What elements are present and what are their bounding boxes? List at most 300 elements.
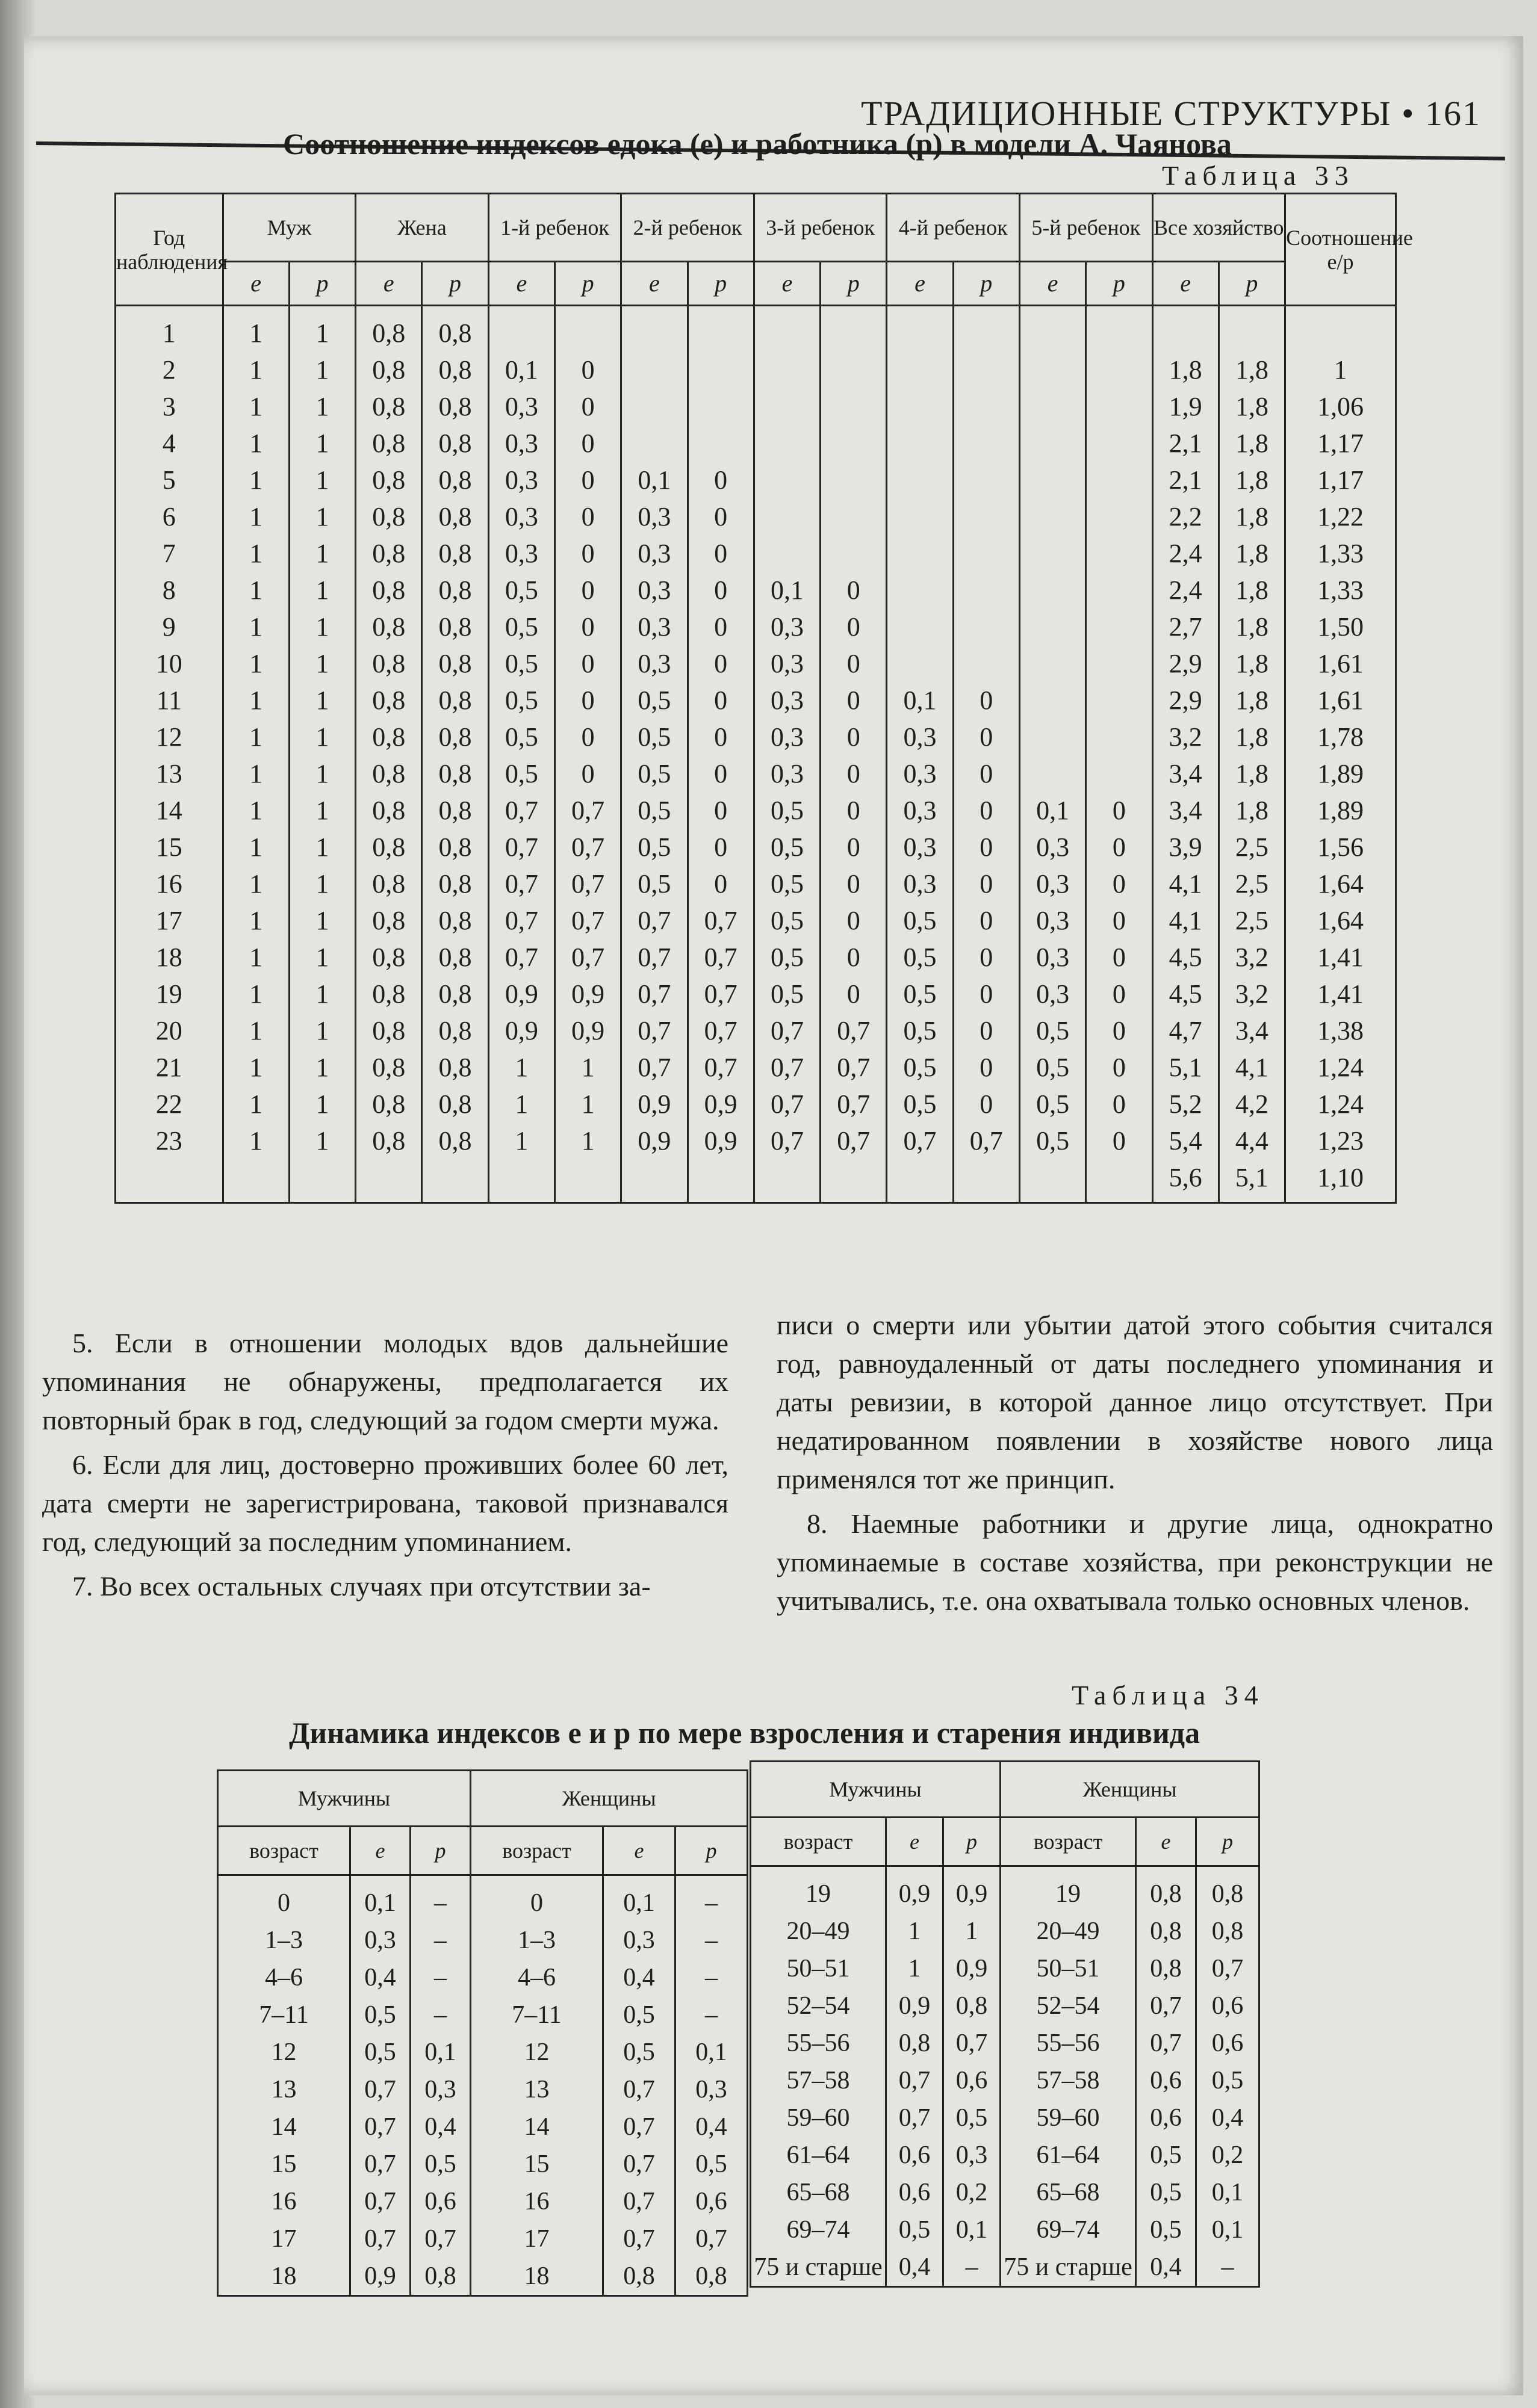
p-subheader: p [1219, 262, 1285, 306]
table-cell: 1 [289, 1012, 355, 1049]
table-cell: 1,8 [1219, 645, 1285, 682]
table-cell: 0,4 [411, 2108, 471, 2146]
table-cell: 0,8 [356, 939, 422, 976]
table-cell: 1 [223, 645, 289, 682]
age-header: возраст [471, 1827, 603, 1875]
table-row [751, 1950, 1259, 1987]
col-child5-header: 5-й ребенок [1019, 194, 1152, 262]
table-cell: 50–51 [1001, 1950, 1136, 1987]
table-cell: 13 [116, 755, 223, 792]
table-cell: 0,8 [356, 829, 422, 865]
table-cell: – [411, 1875, 471, 1922]
table-cell: 0,8 [356, 1086, 422, 1122]
table-cell: 14 [218, 2108, 350, 2146]
table-cell: 9 [116, 608, 223, 645]
table-cell: 0,8 [603, 2258, 675, 2296]
table-cell: 0,8 [356, 306, 422, 352]
table-cell: 0,7 [1196, 1950, 1259, 1987]
table-cell: 1 [223, 1012, 289, 1049]
table-cell: 0,4 [886, 2249, 943, 2287]
table-cell: 4,4 [1219, 1122, 1285, 1159]
table-cell: 0,8 [356, 902, 422, 939]
table-cell: 0,5 [754, 865, 820, 902]
table-cell: 1,50 [1285, 608, 1396, 645]
table-cell: 0,7 [603, 2220, 675, 2258]
table-cell: 0,8 [411, 2258, 471, 2296]
table-row [116, 719, 1396, 755]
table-cell: 0,8 [422, 498, 488, 535]
table-cell: 0,9 [943, 1866, 1001, 1913]
table-cell [1019, 645, 1085, 682]
table-cell: 20 [116, 1012, 223, 1049]
table-cell: 0 [953, 682, 1019, 719]
table-cell: 1,8 [1219, 425, 1285, 462]
table-cell: 15 [218, 2146, 350, 2183]
table-cell: 0 [471, 1875, 603, 1922]
table-cell: 15 [116, 829, 223, 865]
e-header: e [603, 1827, 675, 1875]
table-cell: 11 [116, 682, 223, 719]
table-cell [1019, 719, 1085, 755]
table-cell: 0 [1086, 1049, 1152, 1086]
table-row [218, 2146, 748, 2183]
table-cell: 0,7 [953, 1122, 1019, 1159]
table-cell: 0,1 [411, 2034, 471, 2071]
e-subheader: e [1152, 262, 1219, 306]
table-cell: 1 [289, 535, 355, 572]
table-cell: 0,3 [887, 829, 953, 865]
table-cell: 0,8 [422, 388, 488, 425]
table-cell: 0 [821, 902, 887, 939]
table-cell [754, 535, 820, 572]
paragraph-5: 5. Если в отношении молодых вдов дальнейшие упоминания не обнаружены, предполагается их повторный брак в год, следующий за годом смерти мужа. [42, 1328, 728, 1435]
table-cell: 1 [289, 462, 355, 498]
table-cell: 0 [554, 462, 621, 498]
table-cell [488, 306, 554, 352]
table-cell [621, 306, 688, 352]
table-cell: 0,6 [1136, 2099, 1196, 2137]
table-cell [821, 462, 887, 498]
table-cell: 0,8 [1136, 1866, 1196, 1913]
table-cell: 23 [116, 1122, 223, 1159]
table-cell [1086, 1159, 1152, 1203]
table-cell: 1,8 [1219, 462, 1285, 498]
table34-right [750, 1760, 1260, 2288]
table-cell: 0,3 [887, 865, 953, 902]
table-cell: 0 [688, 755, 754, 792]
table-cell: 0,7 [488, 939, 554, 976]
table-cell: 1 [289, 1122, 355, 1159]
table-cell: 1,9 [1152, 388, 1219, 425]
table-row [116, 1086, 1396, 1122]
table-cell: 3,4 [1152, 792, 1219, 829]
table-cell: 0,1 [621, 462, 688, 498]
table-cell: 0,8 [356, 682, 422, 719]
table-cell: 0 [953, 792, 1019, 829]
table-cell: 0,8 [422, 976, 488, 1012]
table-cell: 1 [223, 939, 289, 976]
table-cell: 0,8 [422, 462, 488, 498]
table-cell [953, 572, 1019, 608]
col-child3-header: 3-й ребенок [754, 194, 887, 262]
table-cell [116, 1159, 223, 1203]
table-cell: 0,7 [488, 792, 554, 829]
table34-right-men-header: Мужчины [751, 1762, 1001, 1818]
table-cell: 0 [688, 865, 754, 902]
table-cell: 1,24 [1285, 1049, 1396, 1086]
table34-title: Динамика индексов e и p по мере взросления и старения индивида [289, 1716, 1200, 1750]
table-cell: 0 [688, 829, 754, 865]
table-cell: 7 [116, 535, 223, 572]
table-cell: 0,3 [621, 498, 688, 535]
table-cell: 0,8 [422, 351, 488, 388]
table-cell: 4,1 [1152, 865, 1219, 902]
table-cell: 0 [953, 719, 1019, 755]
table-cell: 1,33 [1285, 572, 1396, 608]
table-cell: 0,7 [887, 1122, 953, 1159]
table-cell: 0,3 [1019, 976, 1085, 1012]
table-cell [1019, 572, 1085, 608]
table-cell: 0,7 [603, 2183, 675, 2220]
table-cell: 1 [289, 1049, 355, 1086]
table-cell [488, 1159, 554, 1203]
table-cell: 1,8 [1219, 535, 1285, 572]
table-cell: 0,9 [886, 1987, 943, 2025]
table-row [116, 939, 1396, 976]
table-cell: 0 [554, 682, 621, 719]
table-cell: 1 [289, 388, 355, 425]
table-cell [289, 1159, 355, 1203]
table-row [218, 2071, 748, 2108]
table-cell: 0,7 [688, 1049, 754, 1086]
table-cell: 0,5 [886, 2211, 943, 2249]
table-cell: 5,4 [1152, 1122, 1219, 1159]
table-row [751, 1987, 1259, 2025]
table-cell: 4,2 [1219, 1086, 1285, 1122]
table-cell: 2,9 [1152, 645, 1219, 682]
table-cell: 1 [886, 1950, 943, 1987]
table-cell: 4–6 [471, 1959, 603, 1996]
table-cell: 0 [953, 1049, 1019, 1086]
table-cell: 2,7 [1152, 608, 1219, 645]
table-cell: 0 [688, 792, 754, 829]
table-row [218, 1922, 748, 1959]
table-row [751, 2099, 1259, 2137]
table-cell: 1 [223, 829, 289, 865]
table-cell: 0,5 [621, 829, 688, 865]
table-cell: 0,8 [422, 682, 488, 719]
e-subheader: e [356, 262, 422, 306]
table-cell: 0,5 [754, 902, 820, 939]
table-row [116, 645, 1396, 682]
table-cell: 0 [953, 939, 1019, 976]
table-cell [953, 535, 1019, 572]
table-cell [754, 388, 820, 425]
table-cell: 0,7 [554, 829, 621, 865]
table-cell: 0 [1086, 1086, 1152, 1122]
table-cell: 0,5 [887, 939, 953, 976]
table-cell: 1,22 [1285, 498, 1396, 535]
table-cell: 0,9 [886, 1866, 943, 1913]
table-cell: 0,9 [621, 1086, 688, 1122]
table-cell: 16 [218, 2183, 350, 2220]
table-cell: 1 [554, 1086, 621, 1122]
table-cell: 0 [688, 462, 754, 498]
table-cell [688, 425, 754, 462]
table-cell: 2,2 [1152, 498, 1219, 535]
table-cell [821, 1159, 887, 1203]
table-cell: 0,3 [621, 572, 688, 608]
table-cell: 0,4 [675, 2108, 748, 2146]
p-subheader: p [554, 262, 621, 306]
table-cell: 0,5 [1196, 2062, 1259, 2099]
table-cell: 0,5 [887, 976, 953, 1012]
table33-title: Соотношение индексов едока (e) и работника (p) в модели А. Чаянова [283, 127, 1232, 161]
table-cell: 0,5 [1019, 1049, 1085, 1086]
table-cell: 0,5 [621, 865, 688, 902]
table-cell: 3,2 [1219, 939, 1285, 976]
table-cell: 0,5 [411, 2146, 471, 2183]
table-cell: 0,5 [621, 682, 688, 719]
table-cell: 0,7 [688, 1012, 754, 1049]
table-cell: 0,7 [821, 1012, 887, 1049]
e-subheader: e [1019, 262, 1085, 306]
table-cell: 1 [223, 865, 289, 902]
table-cell: 18 [471, 2258, 603, 2296]
paragraph-8: 8. Наемные работники и другие лица, однократно упоминаемые в составе хозяйства, при реконструкции не учитывались, т.е. она охватывала только основных членов. [777, 1508, 1493, 1616]
table-cell: 0,8 [943, 1987, 1001, 2025]
table-cell: 1,61 [1285, 645, 1396, 682]
table-cell [1086, 682, 1152, 719]
table-cell: 14 [116, 792, 223, 829]
table-cell [821, 388, 887, 425]
table-cell: 0,9 [554, 976, 621, 1012]
table-cell: 1 [886, 1913, 943, 1950]
table-cell: 18 [218, 2258, 350, 2296]
p-subheader: p [688, 262, 754, 306]
table-cell: 1 [289, 351, 355, 388]
table-cell: 7–11 [218, 1996, 350, 2034]
table-cell [887, 645, 953, 682]
table-cell: 0 [218, 1875, 350, 1922]
table-cell: 0,7 [754, 1012, 820, 1049]
table-cell: 2,1 [1152, 425, 1219, 462]
col-child4-header: 4-й ребенок [887, 194, 1020, 262]
p-subheader: p [422, 262, 488, 306]
table-cell: 0,5 [488, 572, 554, 608]
table-cell: 4,7 [1152, 1012, 1219, 1049]
table-cell: 0,5 [1019, 1012, 1085, 1049]
table-cell: 0,1 [943, 2211, 1001, 2249]
table-cell: 0 [688, 498, 754, 535]
table-cell: 1 [289, 645, 355, 682]
table-cell: 0,3 [1019, 865, 1085, 902]
table-cell: 1 [289, 902, 355, 939]
table-cell: 0,6 [1196, 1987, 1259, 2025]
table-cell: 0,7 [688, 976, 754, 1012]
table34-right-women-header: Женщины [1001, 1762, 1259, 1818]
table-cell [887, 351, 953, 388]
table-cell [1086, 388, 1152, 425]
running-head: ТРАДИЦИОННЫЕ СТРУКТУРЫ • 161 [861, 94, 1481, 133]
table-cell: 0,8 [422, 755, 488, 792]
table-cell: 22 [116, 1086, 223, 1122]
table-cell: 0,3 [488, 535, 554, 572]
table-cell [688, 388, 754, 425]
table-cell: 0,6 [886, 2137, 943, 2174]
table-cell: 0 [554, 425, 621, 462]
table-cell: 0,3 [754, 608, 820, 645]
table-cell: 1 [289, 682, 355, 719]
table-cell: 0,3 [488, 498, 554, 535]
p-header: p [943, 1818, 1001, 1866]
col-wife-header: Жена [356, 194, 489, 262]
table-cell: 0,1 [1196, 2174, 1259, 2211]
table-cell: 2,4 [1152, 572, 1219, 608]
table-cell [554, 1159, 621, 1203]
table-cell: 0,8 [422, 829, 488, 865]
table-cell: 8 [116, 572, 223, 608]
table-cell: 1 [289, 1086, 355, 1122]
table-cell: 0,3 [1019, 902, 1085, 939]
table-cell: 0,2 [943, 2174, 1001, 2211]
table-cell: 0 [688, 682, 754, 719]
table-cell: 0,5 [488, 682, 554, 719]
table34-left-men-header: Мужчины [218, 1771, 471, 1827]
table-cell: 1 [289, 865, 355, 902]
table34-left [217, 1769, 748, 2297]
table-cell [821, 498, 887, 535]
table-row [751, 2174, 1259, 2211]
table-cell [887, 572, 953, 608]
table-cell: 0,5 [621, 755, 688, 792]
table-cell: 0,3 [621, 645, 688, 682]
table-cell: 1–3 [471, 1922, 603, 1959]
table-row [116, 1159, 1396, 1203]
table-cell [821, 351, 887, 388]
table-cell: 0,5 [621, 792, 688, 829]
table-cell: 0 [1086, 865, 1152, 902]
table-cell [554, 306, 621, 352]
table-cell: 0 [554, 498, 621, 535]
table-cell: 0,8 [356, 425, 422, 462]
table-cell: 0,1 [887, 682, 953, 719]
table-cell: 0 [821, 865, 887, 902]
table-cell: 1,64 [1285, 865, 1396, 902]
table-cell: 0,1 [1196, 2211, 1259, 2249]
table-cell [821, 306, 887, 352]
table-cell [887, 388, 953, 425]
table-cell: 1,24 [1285, 1086, 1396, 1122]
table-cell: 0,5 [887, 1012, 953, 1049]
table-cell: 0,3 [411, 2071, 471, 2108]
table-cell: 2,9 [1152, 682, 1219, 719]
table-cell: 1,56 [1285, 829, 1396, 865]
table-cell [953, 645, 1019, 682]
table-cell: 1,8 [1219, 498, 1285, 535]
table-cell: 0,5 [1136, 2137, 1196, 2174]
table-cell: 0 [1086, 976, 1152, 1012]
table-cell [887, 306, 953, 352]
table-cell: 1 [223, 792, 289, 829]
p-subheader: p [289, 262, 355, 306]
table-cell: 0 [688, 608, 754, 645]
table-cell: 1,89 [1285, 755, 1396, 792]
table-row [751, 2062, 1259, 2099]
table33 [114, 193, 1413, 1204]
table-cell: 0,7 [886, 2099, 943, 2137]
p-subheader: p [1086, 262, 1152, 306]
table-cell: 13 [471, 2071, 603, 2108]
table-cell: 0,5 [621, 719, 688, 755]
table-cell: 0,9 [688, 1122, 754, 1159]
table-cell: 1,38 [1285, 1012, 1396, 1049]
table-cell [688, 306, 754, 352]
table-cell [754, 462, 820, 498]
table-cell: 0,8 [422, 792, 488, 829]
table-cell: 12 [471, 2034, 603, 2071]
table-cell: 2,5 [1219, 829, 1285, 865]
table-cell: 0,3 [754, 682, 820, 719]
table-cell: 1 [1285, 351, 1396, 388]
table-cell: 1 [223, 1049, 289, 1086]
table-cell: 1,41 [1285, 976, 1396, 1012]
table-cell [1019, 608, 1085, 645]
table-cell: 52–54 [1001, 1987, 1136, 2025]
table-cell: 75 и старше [1001, 2249, 1136, 2287]
table-cell: 0,5 [488, 608, 554, 645]
table-cell [887, 498, 953, 535]
table-cell: 52–54 [751, 1987, 886, 2025]
table-cell: 0,8 [356, 645, 422, 682]
table-row [116, 351, 1396, 388]
table-cell: 0,7 [603, 2071, 675, 2108]
table-cell: 0,5 [675, 2146, 748, 2183]
table-row [218, 2183, 748, 2220]
table-row [116, 1122, 1396, 1159]
table-cell: 1,89 [1285, 792, 1396, 829]
age-header: возраст [218, 1827, 350, 1875]
table-row [751, 2137, 1259, 2174]
table-cell: 1,8 [1219, 792, 1285, 829]
table-cell: 0,3 [350, 1922, 411, 1959]
table-cell [887, 535, 953, 572]
table-cell: 0,8 [422, 1012, 488, 1049]
table-row [218, 1875, 748, 1922]
age-header: возраст [751, 1818, 886, 1866]
text-column-left [42, 1324, 728, 1612]
table-cell: 0,3 [488, 388, 554, 425]
table-cell: 1 [223, 572, 289, 608]
table-cell: 0,9 [488, 976, 554, 1012]
table-cell: 0,8 [1196, 1866, 1259, 1913]
table-cell: 0 [688, 535, 754, 572]
col-year-header: Год наблюдения [116, 194, 223, 306]
table-cell: 0,7 [621, 902, 688, 939]
table-cell: 0,8 [422, 535, 488, 572]
table-cell: 1 [554, 1122, 621, 1159]
table-cell: 0 [821, 572, 887, 608]
table-cell: 1,17 [1285, 462, 1396, 498]
table-row [116, 572, 1396, 608]
table-row [116, 608, 1396, 645]
table-cell [887, 1159, 953, 1203]
table-cell [1086, 462, 1152, 498]
table-cell: 0,7 [350, 2183, 411, 2220]
table-cell: 0,5 [1136, 2211, 1196, 2249]
table-cell: 1 [289, 829, 355, 865]
table-cell: 0 [1086, 902, 1152, 939]
